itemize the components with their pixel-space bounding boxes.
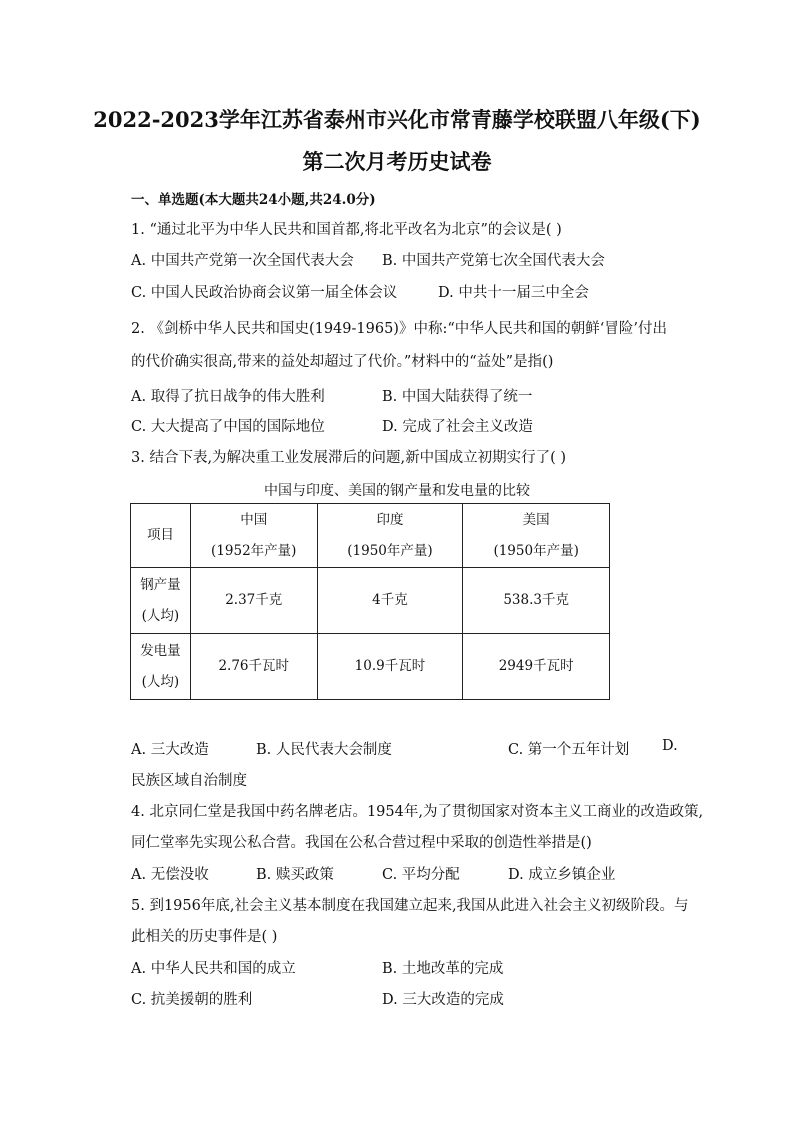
question-2-option-a: A. 取得了抗日战争的伟大胜利 [131, 389, 325, 405]
table-row [131, 568, 610, 634]
question-4-option-b: B. 赎买政策 [256, 867, 334, 883]
question-4-stem-line-2: 同仁堂率先实现公私合营。我国在公私合营过程中采取的创造性举措是() [131, 835, 592, 851]
header-india-year: (1950年产量) [347, 542, 433, 559]
comparison-table [130, 503, 610, 700]
question-1-option-c: C. 中国人民政治协商会议第一届全体会议 [131, 285, 398, 301]
row-label-sub: (人均) [141, 673, 180, 690]
table-cell: 10.9千瓦时 [317, 634, 463, 700]
question-2-option-d: D. 完成了社会主义改造 [382, 419, 533, 435]
question-2-stem-line-1: 2. 《剑桥中华人民共和国史(1949-1965)》中称:“中华人民共和国的朝鲜‘冒险’付出 [131, 321, 667, 337]
table-cell: 2.37千克 [190, 568, 317, 634]
question-1-option-b: B. 中国共产党第七次全国代表大会 [382, 253, 605, 269]
question-3-option-c: C. 第一个五年计划 [508, 742, 630, 758]
question-4-option-d: D. 成立乡镇企业 [508, 867, 616, 883]
table-header-row [131, 504, 610, 568]
question-5-option-b: B. 土地改革的完成 [382, 961, 504, 977]
table-cell: 538.3千克 [463, 568, 610, 634]
question-3-stem: 3. 结合下表,为解决重工业发展滞后的问题,新中国成立初期实行了( ) [131, 450, 567, 466]
question-4-option-c: C. 平均分配 [382, 867, 460, 883]
row-label [131, 634, 191, 700]
question-5-stem-line-2: 此相关的历史事件是( ) [131, 929, 278, 945]
question-2-stem-line-2: 的代价确实很高,带来的益处却超过了代价。”材料中的“益处”是指() [131, 354, 554, 370]
header-usa-year: (1950年产量) [493, 542, 579, 559]
header-india-name: 印度 [376, 511, 404, 528]
table-cell: 4千克 [317, 568, 463, 634]
question-4-option-a: A. 无偿没收 [131, 867, 209, 883]
question-1-stem: 1. “通过北平为中华人民共和国首都,将北平改名为北京”的会议是( ) [131, 222, 562, 238]
question-4-stem-line-1: 4. 北京同仁堂是我国中药名牌老店。1954年,为了贯彻国家对资本主义工商业的改造政策, [131, 804, 704, 820]
question-3-option-a: A. 三大改造 [131, 742, 209, 758]
question-1-option-d: D. 中共十一届三中全会 [438, 285, 589, 301]
header-china-year: (1952年产量) [211, 542, 297, 559]
row-label-main: 钢产量 [140, 576, 181, 593]
section-header: 一、单选题(本大题共24小题,共24.0分) [131, 192, 376, 208]
header-usa [463, 504, 610, 568]
question-5-stem-line-1: 5. 到1956年底,社会主义基本制度在我国建立起来,我国从此进入社会主义初级阶段。与 [131, 898, 689, 914]
question-2-option-b: B. 中国大陆获得了统一 [382, 389, 533, 405]
question-5-option-a: A. 中华人民共和国的成立 [131, 961, 296, 977]
question-5-option-d: D. 三大改造的完成 [382, 992, 504, 1008]
row-label [131, 568, 191, 634]
table-caption: 中国与印度、美国的钢产量和发电量的比较 [264, 483, 530, 499]
header-china-name: 中国 [240, 511, 268, 528]
row-label-sub: (人均) [141, 607, 180, 624]
question-5-option-c: C. 抗美援朝的胜利 [131, 992, 253, 1008]
table-row [131, 634, 610, 700]
exam-title-line-2: 第二次月考历史试卷 [302, 149, 492, 174]
question-3-option-b: B. 人民代表大会制度 [256, 742, 392, 758]
question-2-option-c: C. 大大提高了中国的国际地位 [131, 419, 325, 435]
table-cell: 2.76千瓦时 [190, 634, 317, 700]
table-cell: 2949千瓦时 [463, 634, 610, 700]
exam-title-line-1: 2022-2023学年江苏省泰州市兴化市常青藤学校联盟八年级(下) [93, 107, 701, 132]
row-label-main: 发电量 [140, 642, 181, 659]
header-item: 项目 [131, 504, 191, 568]
header-india [317, 504, 463, 568]
header-usa-name: 美国 [522, 511, 550, 528]
question-1-option-a: A. 中国共产党第一次全国代表大会 [131, 253, 354, 269]
question-3-option-d-text: 民族区域自治制度 [131, 773, 247, 789]
question-3-option-d: D. [662, 738, 678, 754]
header-china [190, 504, 317, 568]
